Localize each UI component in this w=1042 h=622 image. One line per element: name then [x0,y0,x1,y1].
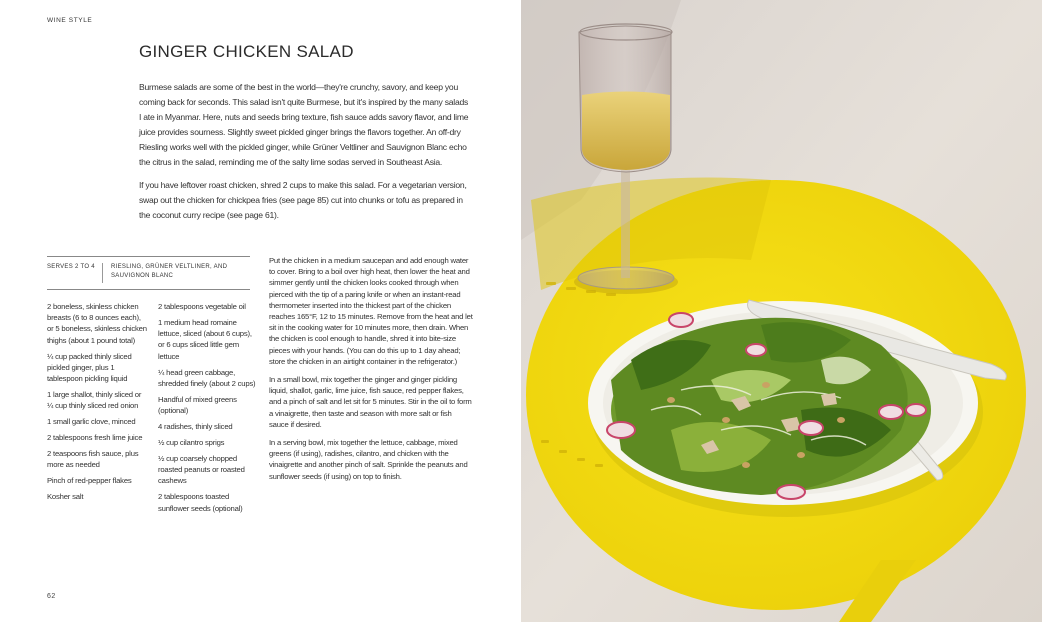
ingredient: 1 medium head romaine lettuce, sliced (about 6 cups), or 6 cups sliced little gem lettuce [158,318,252,361]
ingredient: 1 large shallot, thinly sliced or ¼ cup thinly sliced red onion [47,390,142,411]
method-text [269,255,473,489]
ingredient: Handful of mixed greens (optional) [158,394,237,416]
method-step: In a small bowl, mix together the ginger and ginger pickling liquid, shallot, garlic, lime juice, fish sauce, red pepper flakes, and a pinch of salt and let sit for 5 minutes. Stir in the oil to form a vinaigrette, then taste and season with more salt or fish sauce if desired. [269,375,472,429]
intro-paragraph: If you have leftover roast chicken, shred 2 cups to make this salad. For a vegetarian version, swap out the chicken for chickpea fries (see page 85) cut into chunks or tofu as prepared in the coconut curry recipe (see page 61). [139,180,467,220]
serves-box [47,256,250,290]
ingredient: 2 teaspoons fish sauce, plus more as needed [47,449,139,470]
wine-pairing: RIESLING, GRÜNER VELTLINER, AND SAUVIGNON BLANC [111,264,228,279]
ingredient: 2 boneless, skinless chicken breasts (6 to 8 ounces each), or 5 boneless, skinless chicken thighs (about 1 pound total) [47,302,147,345]
wine-liquid [582,92,670,171]
recipe-intro [139,80,469,231]
ingredient: 2 tablespoons fresh lime juice [47,433,143,443]
ingredient: ¼ head green cabbage, shredded finely (about 2 cups) [158,367,256,388]
recipe-photo [521,0,1042,622]
intro-paragraph: Burmese salads are some of the best in the world—they're crunchy, savory, and keep you coming back for seconds. This salad isn't quite Burmese, but it's inspired by the many salads I ate in Myanmar. Here, nuts and seeds bring texture, fish sauce adds savory flavor, and lime juice provides sourness. Slightly sweet pickled ginger brings the flavors together. An off-dry Riesling works well with the pickled ginger, while Grüner Veltliner and Sauvignon Blanc echo the citrus in the salad, reminding me of the salty lime sodas served in Southeast Asia. [139,82,469,167]
running-head: WINE STYLE [47,17,93,24]
ingredient: ½ cup cilantro sprigs [158,438,225,448]
ingredient: Kosher salt [47,492,84,502]
ingredients-column-2 [158,301,258,519]
ingredient: ¼ cup packed thinly sliced pickled ginger, plus 1 tablespoon pickling liquid [47,351,132,384]
method-step: In a serving bowl, mix together the lettuce, cabbage, mixed greens (if using), radishes, cilantro, and chicken with the vinaigrette and another pinch of salt. Sprinkle the peanuts and sunflower seeds (if using) on top to finish. [269,438,468,481]
ingredient: Pinch of red-pepper flakes [47,476,132,486]
ingredient: ½ cup coarsely chopped roasted peanuts or roasted cashews [158,454,245,486]
method-step: Put the chicken in a medium saucepan and add enough water to cover. Bring to a boil over high heat, then lower the heat and simmer gently until the chicken looks cooked through when pierced with the tip of a paring knife or when an instant-read thermometer inserted into the thickest part of the chicken reaches 165°F, 12 to 15 minutes. Remove from the heat and let sit in the cooking water for 10 minutes more, then drain. When the chicken is cool enough to handle, shred it into bite-size pieces with your hands. (You can do this up to 1 day ahead; store the chicken in an airtight container in the refrigerator.) [269,256,473,366]
ingredient: 2 tablespoons toasted sunflower seeds (optional) [158,492,243,513]
serves-label: SERVES 2 TO 4 [47,263,103,283]
page-number: 62 [47,593,56,600]
divider [47,289,250,290]
ingredient: 2 tablespoons vegetable oil [158,302,246,311]
ingredient: 4 radishes, thinly sliced [158,422,233,432]
ingredient: 1 small garlic clove, minced [47,417,136,427]
recipe-title: GINGER CHICKEN SALAD [139,42,354,61]
salad-photo-illustration [521,0,1042,622]
ingredients-column-1 [47,301,147,507]
